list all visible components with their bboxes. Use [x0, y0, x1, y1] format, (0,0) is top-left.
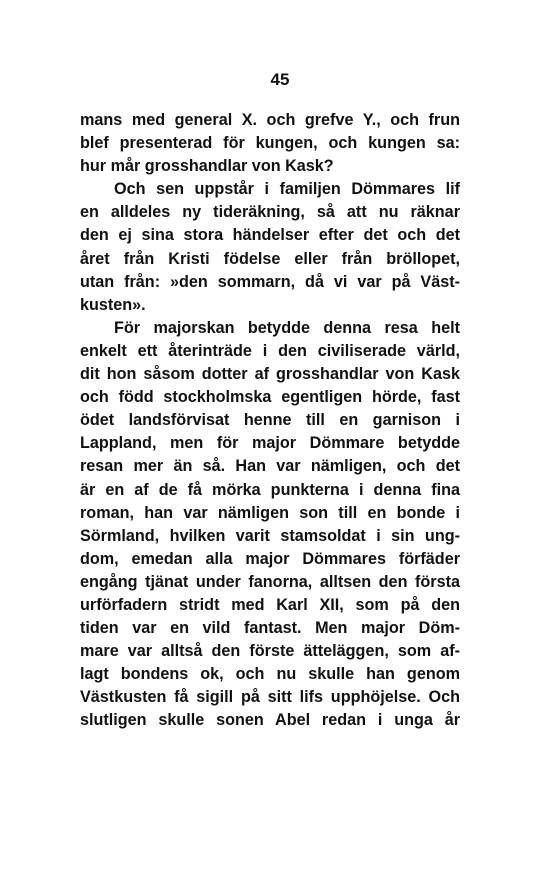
text-line: ödet landsförvisat henne till en garnison i [80, 411, 460, 430]
text-line: För majorskan betydde denna resa helt [114, 318, 460, 337]
text-line: Lappland, men för major Dömmare betydde [80, 434, 460, 453]
text-line: och född stockholmska egentligen hörde, fast [80, 388, 460, 407]
text-line: lagt bondens ok, och nu skulle han genom [80, 665, 460, 684]
body-text [80, 109, 460, 733]
text-line: Västkusten få sigill på sitt lifs upphöjelse. Och [80, 688, 460, 707]
text-line: dit hon såsom dotter af grosshandlar von Kask [80, 365, 460, 384]
text-line: roman, han var nämligen son till en bonde i [80, 503, 460, 522]
text-line: året från Kristi födelse eller från bröllopet, [80, 249, 460, 268]
text-line: Sörmland, hvilken varit stamsoldat i sin ung- [80, 526, 460, 545]
text-line: resan mer än så. Han var nämligen, och det [80, 457, 460, 476]
text-line: tiden var en vild fantast. Men major Döm- [80, 619, 460, 638]
text-line: blef presenterad för kungen, och kungen sa: [80, 134, 460, 153]
text-line: mans med general X. och grefve Y., och frun [80, 111, 460, 129]
text-line: enkelt ett återinträde i den civiliserade värld, [80, 341, 460, 360]
text-line: engång tjänat under fanorna, alltsen den första [80, 572, 460, 591]
text-line: är en af de få mörka punkterna i denna fina [80, 480, 460, 499]
text-line: mare var alltså den förste ätteläggen, som af- [80, 642, 460, 661]
text-line: kusten». [80, 295, 146, 314]
text-line: den ej sina stora händelser efter det och det [80, 226, 460, 245]
text-line: urförfadern stridt med Karl XII, som på den [80, 595, 460, 614]
text-line: utan från: »den sommarn, då vi var på Väst- [80, 272, 460, 291]
text-line: Och sen uppstår i familjen Dömmares lif [114, 180, 460, 199]
text-line: en alldeles ny tideräkning, så att nu räknar [80, 203, 460, 222]
text-line: slutligen skulle sonen Abel redan i unga år [80, 711, 460, 730]
text-line: hur mår grosshandlar von Kask? [80, 157, 334, 176]
page-number: 45 [270, 70, 290, 89]
text-line: dom, emedan alla major Dömmares förfäder [80, 549, 460, 568]
